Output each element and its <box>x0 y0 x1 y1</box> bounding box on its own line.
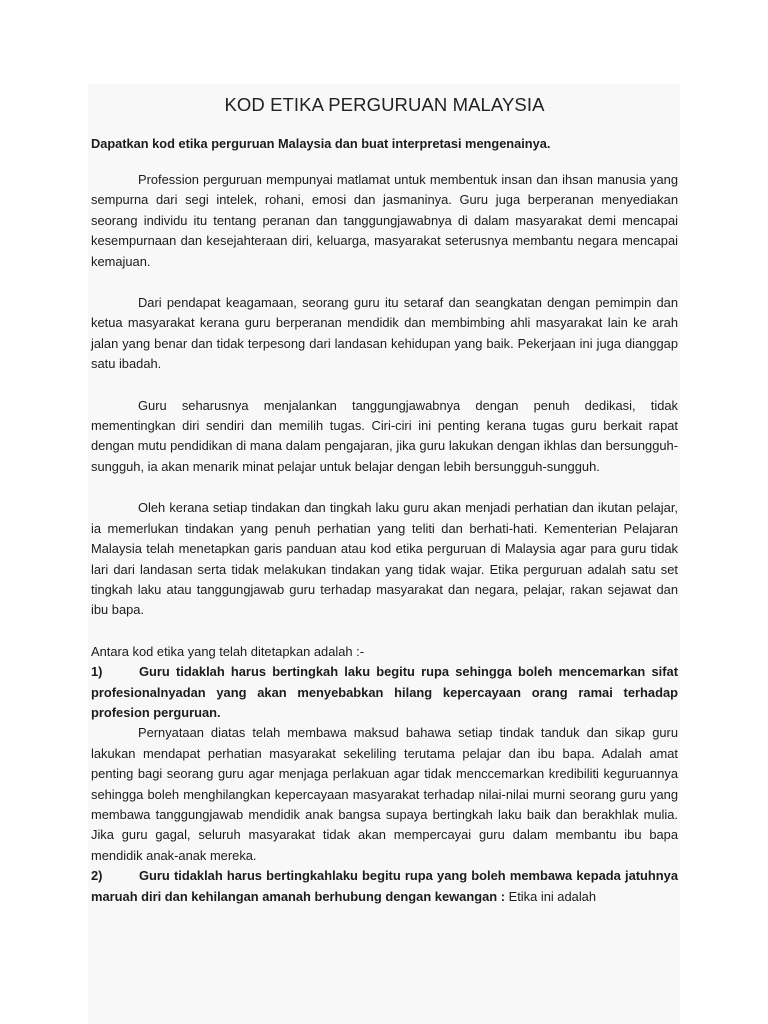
item-explanation-inline: Etika ini adalah <box>508 888 597 904</box>
code-item-heading <box>91 662 678 723</box>
paragraph: Guru seharusnya menjalankan tanggungjawabnya dengan penuh dedikasi, tidak mementingkan diri sendiri dan memilih tugas. Ciri-ciri ini penting kerana tugas guru berkait rapat dengan mutu pendidikan di mana dalam pengajaran, jika guru lakukan dengan ikhlas dan bersungguh-sungguh, ia akan menarik minat pelajar untuk belajar dengan lebih bersungguh-sungguh. <box>91 397 678 474</box>
paragraph: Dari pendapat keagamaan, seorang guru itu setaraf dan seangkatan dengan pemimpin dan ketua masyarakat kerana guru berperanan mendidik dan membimbing ahli masyarakat lain ke arah jalan yang benar dan tidak terpesong dari landasan kehidupan yang baik. Pekerjaan ini juga dianggap satu ibadah. <box>91 295 678 372</box>
paragraph: Oleh kerana setiap tindakan dan tingkah laku guru akan menjadi perhatian dan ikutan pelajar, ia memerlukan tindakan yang penuh perhatian yang teliti dan berhati-hati. Kementerian Pelajaran Malaysia telah menetapkan garis panduan atau kod etika perguruan di Malaysia agar para guru tidak lari dari landasan serta tidak melakukan tindakan yang tidak wajar. Etika perguruan adalah satu set tingkah laku atau tanggungjawab guru terhadap masyarakat dan negara, pelajar, rakan sejawat dan ibu bapa. <box>91 500 678 618</box>
list-intro: Antara kod etika yang telah ditetapkan adalah :- <box>91 643 365 659</box>
code-item-heading <box>91 866 678 907</box>
spacer <box>91 272 678 293</box>
item-heading-text: Guru tidaklah harus bertingkahlaku begitu rupa yang boleh membawa kepada jatuhnya maruah diri dan kehilangan amanah berhubung dengan kewangan : <box>91 868 678 904</box>
document-page <box>88 84 680 1024</box>
spacer <box>91 154 678 170</box>
document-content <box>88 92 680 907</box>
item-number: 2) <box>91 868 103 884</box>
document-subtitle: Dapatkan kod etika perguruan Malaysia dan buat interpretasi mengenainya. <box>91 136 551 151</box>
item-heading-text: Guru tidaklah harus bertingkah laku begitu rupa sehingga boleh mencemarkan sifat profesionalnyadan yang akan menyebabkan hilang kepercayaan orang ramai terhadap profesion perguruan. <box>91 664 678 720</box>
spacer <box>91 621 678 642</box>
spacer <box>91 477 678 498</box>
paragraph: Profession perguruan mempunyai matlamat untuk membentuk insan dan ihsan manusia yang sempurna dari segi intelek, rohani, emosi dan jasmaninya. Guru juga berperanan menyediakan seorang individu itu tentang peranan dan tanggungjawabnya di dalam masyarakat demi mencapai kesempurnaan dan kesejahteraan diri, keluarga, masyarakat seterusnya membantu negara mencapai kemajuan. <box>91 172 678 269</box>
document-title: KOD ETIKA PERGURUAN MALAYSIA <box>224 94 545 115</box>
spacer <box>91 375 678 396</box>
code-item-explanation: Pernyataan diatas telah membawa maksud bahawa setiap tindak tanduk dan sikap guru lakukan mendapat perhatian masyarakat sekeliling terutama pelajar dan ibu bapa. Adalah amat penting bagi seorang guru agar menjaga perlakuan agar tidak menccemarkan kredibiliti keguruannya sehingga boleh menghilangkan kepercayaan masyarakat terhadap nilai-nilai murni seorang guru yang membawa tanggungjawab mendidik anak bangsa supaya bertingkah laku baik dan berakhlak mulia. Jika guru gagal, seluruh masyarakat tidak akan mempercayai guru dalam membantu ibu bapa mendidik anak-anak mereka. <box>91 725 678 863</box>
item-number: 1) <box>91 664 103 680</box>
